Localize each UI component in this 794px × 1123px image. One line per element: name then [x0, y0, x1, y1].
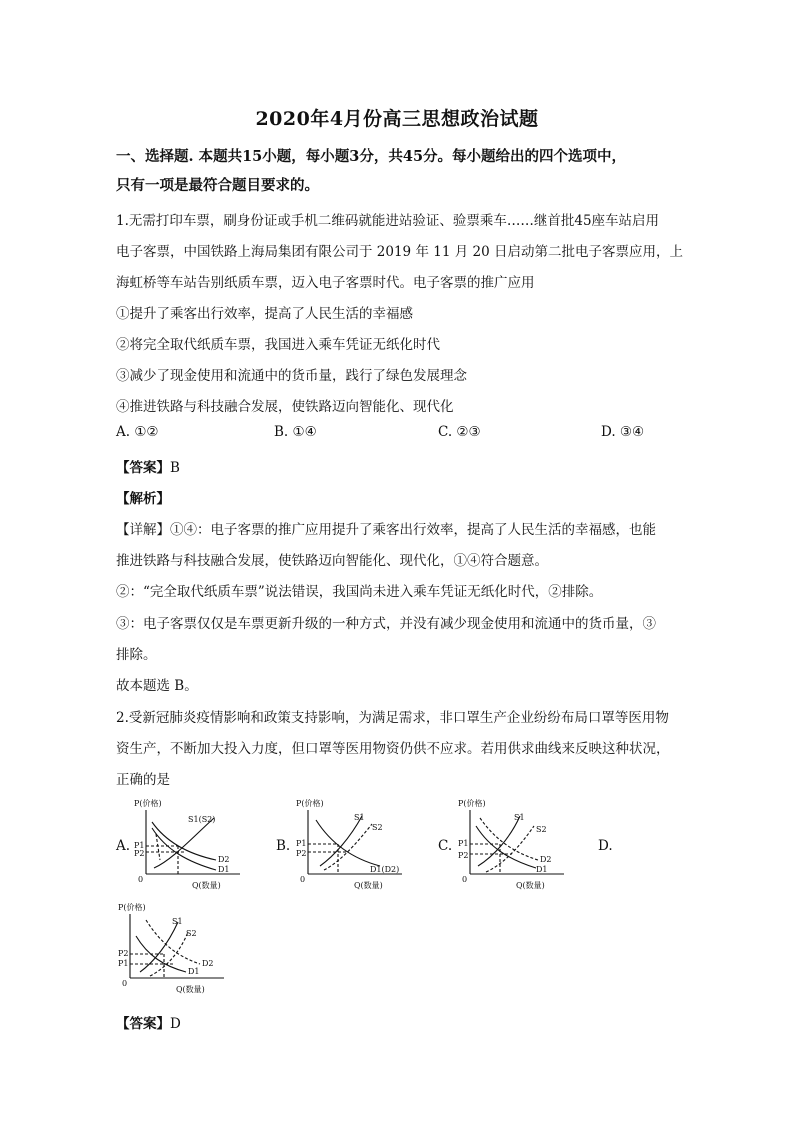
q1-detail-line-5: 排除。 — [116, 647, 157, 663]
q1-option-c: C. ②③ — [438, 424, 481, 440]
q1-detail-line-4: ③：电子客票仅仅是车票更新升级的一种方式，并没有减少现金使用和流通中的货币量，③ — [116, 616, 656, 632]
graph-d-s1: S1 — [172, 917, 183, 926]
graph-c-d1: D1 — [536, 865, 548, 874]
q1-option-a: A. ①② — [116, 424, 159, 440]
graph-a-p-axis-label: P(价格) — [134, 799, 162, 808]
supply-demand-graph-b — [294, 798, 406, 890]
q1-item-2: ②将完全取代纸质车票，我国进入乘车凭证无纸化时代 — [116, 337, 440, 353]
q2-answer-value: D — [170, 1016, 181, 1032]
supply-demand-graph-a — [132, 798, 244, 890]
q1-option-b: B. ①④ — [274, 424, 317, 440]
graph-d-p1: P1 — [118, 959, 129, 968]
q1-analysis-tag: 【解析】 — [116, 491, 170, 507]
graph-d-s2: S2 — [186, 929, 197, 938]
q1-answer — [116, 456, 180, 476]
q2-option-d-letter: D. — [598, 838, 613, 854]
q1-detail-line-1: 【详解】①④：电子客票的推广应用提升了乘客出行效率，提高了人民生活的幸福感，也能 — [116, 522, 656, 538]
section-heading-line-1: 一、选择题. 本题共15小题，每小题3分，共45分。每小题给出的四个选项中， — [116, 148, 627, 165]
q2-option-a-letter: A. — [116, 838, 131, 854]
graph-c-s1: S1 — [514, 813, 525, 822]
q1-detail-line-3: ②：“完全取代纸质车票”说法错误，我国尚未进入乘车凭证无纸化时代，②排除。 — [116, 584, 603, 600]
supply-demand-graph-d — [116, 902, 228, 994]
graph-a-p1: P1 — [134, 841, 145, 850]
q2-answer — [116, 1012, 181, 1032]
graph-d-origin: 0 — [122, 979, 128, 988]
graph-c-q-axis-label: Q(数量) — [516, 881, 545, 890]
q2-answer-tag: 【答案】 — [116, 1016, 170, 1032]
q1-detail-line-6: 故本题选 B。 — [116, 678, 198, 694]
q1-answer-tag: 【答案】 — [116, 460, 170, 476]
graph-b-s2: S2 — [372, 823, 383, 832]
q1-option-d: D. ③④ — [601, 424, 645, 440]
graph-b-p-axis-label: P(价格) — [296, 799, 324, 808]
graph-a-p2: P2 — [134, 849, 145, 858]
supply-demand-graph-c — [456, 798, 568, 890]
graph-d-d1: D1 — [188, 967, 200, 976]
graph-c-origin: 0 — [462, 875, 468, 884]
graph-d-p-axis-label: P(价格) — [118, 903, 146, 912]
q2-option-c-letter: C. — [438, 838, 453, 854]
graph-d-p2: P2 — [118, 949, 129, 958]
q1-detail-line-2: 推进铁路与科技融合发展，使铁路迈向智能化、现代化，①④符合题意。 — [116, 553, 548, 569]
graph-d-q-axis-label: Q(数量) — [176, 985, 205, 994]
q1-item-3: ③减少了现金使用和流通中的货币量，践行了绿色发展理念 — [116, 368, 467, 384]
graph-c-p-axis-label: P(价格) — [458, 799, 486, 808]
q1-answer-value: B — [170, 460, 180, 476]
graph-c-s2: S2 — [536, 825, 547, 834]
section-heading-line-2: 只有一项是最符合题目要求的。 — [116, 177, 319, 194]
q2-stem-line-1: 2.受新冠肺炎疫情影响和政策支持影响，为满足需求，非口罩生产企业纷纷布局口罩等医用物 — [116, 710, 669, 726]
q2-stem-line-3: 正确的是 — [116, 772, 170, 788]
q1-stem-line-1: 1.无需打印车票，刷身份证或手机二维码就能进站验证、验票乘车……继首批45座车站启用 — [116, 213, 660, 229]
q1-stem-line-3: 海虹桥等车站告别纸质车票，迈入电子客票时代。电子客票的推广应用 — [116, 275, 535, 291]
graph-c-p1: P1 — [458, 839, 469, 848]
graph-b-origin: 0 — [300, 875, 306, 884]
graph-d-d2: D2 — [202, 959, 214, 968]
section-heading — [116, 142, 694, 200]
q1-item-4: ④推进铁路与科技融合发展，使铁路迈向智能化、现代化 — [116, 399, 454, 415]
q1-item-1: ①提升了乘客出行效率，提高了人民生活的幸福感 — [116, 306, 413, 322]
graph-a-origin: 0 — [138, 875, 144, 884]
graph-b-d1d2: D1(D2) — [370, 865, 400, 874]
graph-a-d1: D1 — [218, 865, 230, 874]
graph-a-s1s2: S1(S2) — [188, 815, 216, 824]
q2-stem-line-2: 资生产，不断加大投入力度，但口罩等医用物资仍供不应求。若用供求曲线来反映这种状况， — [116, 741, 670, 757]
q1-stem-line-2: 电子客票，中国铁路上海局集团有限公司于 2019 年 11 月 20 日启动第二批电子客票应用，上 — [116, 244, 683, 260]
graph-a-d2: D2 — [218, 855, 230, 864]
graph-a-q-axis-label: Q(数量) — [192, 881, 221, 890]
graph-c-p2: P2 — [458, 851, 469, 860]
graph-b-p2: P2 — [296, 849, 307, 858]
q2-option-b-letter: B. — [276, 838, 291, 854]
graph-b-p1: P1 — [296, 839, 307, 848]
graph-b-s1: S1 — [354, 813, 365, 822]
page-title: 2020年4月份高三思想政治试题 — [255, 108, 539, 130]
graph-c-d2: D2 — [540, 855, 552, 864]
graph-b-q-axis-label: Q(数量) — [354, 881, 383, 890]
